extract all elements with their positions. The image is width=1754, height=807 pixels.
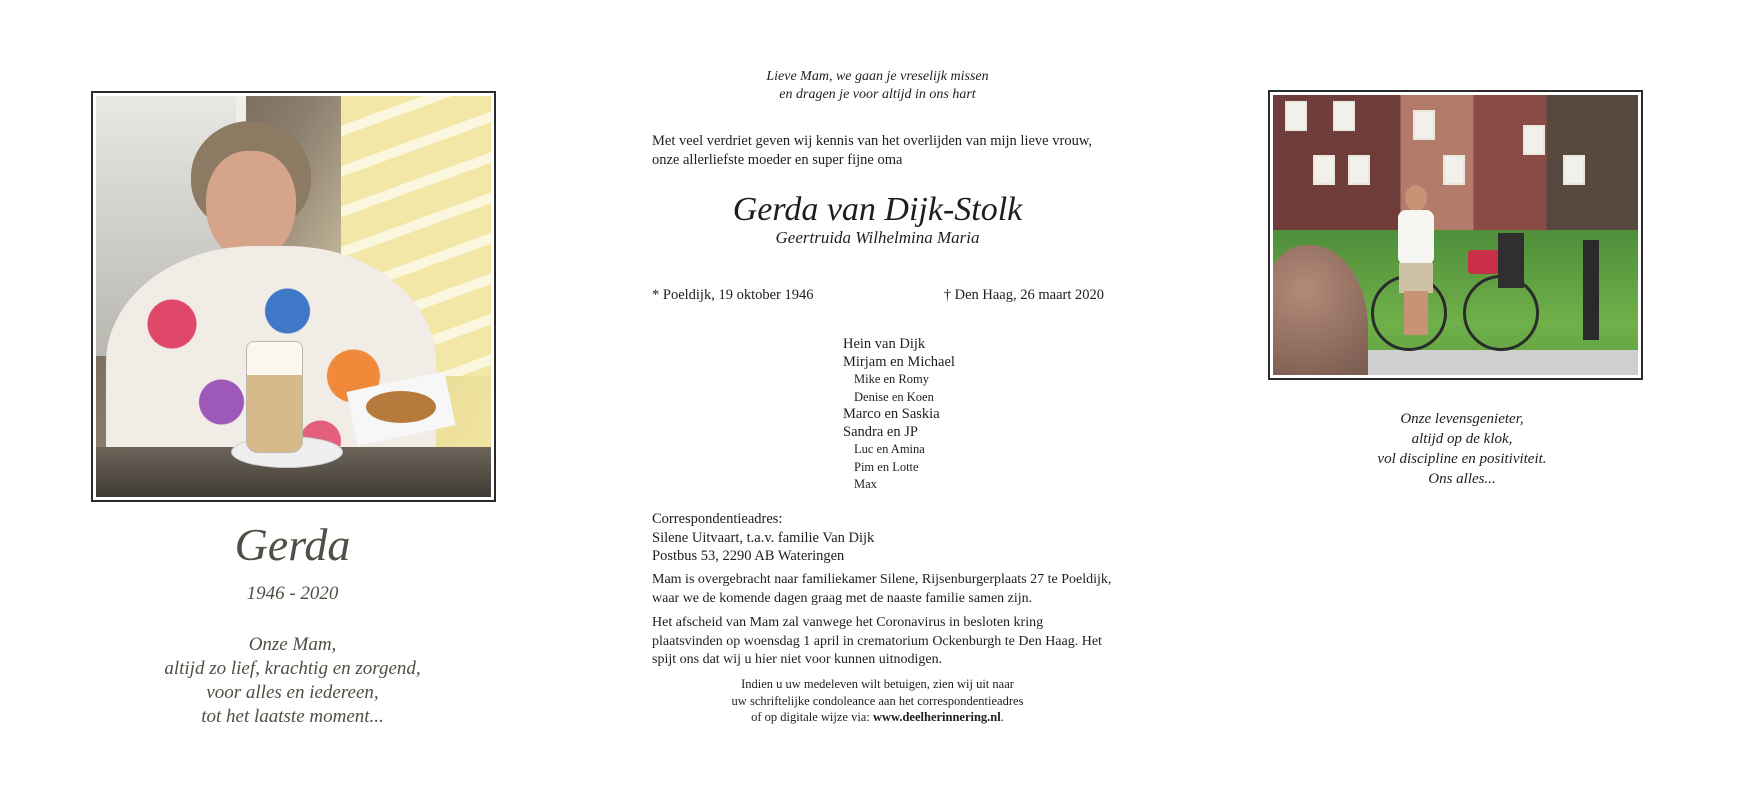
family-member: Pim en Lotte [854, 459, 919, 474]
verse-line: Ons alles... [1428, 471, 1496, 487]
left-panel [0, 0, 585, 807]
viewing-paragraph: Mam is overgebracht naar familiekamer Silene, Rijsenburgerplaats 27 te Poeldijk, waar we de komende dagen graag met de naaste familie samen zijn. [652, 572, 1112, 606]
family-member: Hein van Dijk [843, 336, 926, 352]
address-line: Silene Uitvaart, t.a.v. familie Van Dijk [652, 529, 875, 546]
family-member: Max [854, 477, 877, 491]
family-member: Mirjam en Michael [843, 353, 955, 370]
family-list [843, 336, 955, 494]
motto-line: en dragen je voor altijd in ons hart [779, 87, 976, 102]
deceased-name: Gerda van Dijk-Stolk [732, 191, 1023, 228]
left-verse [0, 633, 585, 729]
address-line: Postbus 53, 2290 AB Wateringen [652, 548, 845, 564]
farewell-paragraph: Het afscheid van Mam zal vanwege het Coronavirus in besloten kring plaatsvinden op woensdag 1 april in crematorium Ockenburgh te Den Haag. Het spijt ons dat wij u hier niet voor kunnen uitnodigen. [652, 615, 1102, 667]
condolence-line [585, 709, 1170, 726]
condolence-suffix: . [1000, 710, 1004, 724]
verse-line: tot het laatste moment... [201, 706, 384, 727]
life-dates [652, 287, 1104, 304]
given-names: Geertruida Wilhelmina Maria [775, 228, 980, 247]
family-member: Sandra en JP [843, 423, 918, 440]
verse-line: altijd op de klok, [1411, 431, 1513, 447]
verse-line: Onze Mam, [248, 634, 337, 655]
correspondence-address [652, 510, 874, 566]
intro-text: Met veel verdriet geven wij kennis van het overlijden van mijn lieve vrouw, onze allerliefste moeder en super fijne oma [652, 133, 1092, 168]
family-member: Mike en Romy [854, 372, 929, 386]
first-name-heading: Gerda [234, 519, 351, 570]
death-date: † Den Haag, 26 maart 2020 [943, 287, 1104, 303]
condolence-website-link[interactable]: www.deelherinnering.nl [872, 710, 1001, 724]
family-member: Marco en Saskia [843, 406, 940, 422]
motto [585, 68, 1170, 104]
verse-line: vol discipline en positiviteit. [1377, 451, 1547, 467]
right-verse [1170, 409, 1754, 489]
life-years: 1946 - 2020 [246, 583, 339, 604]
condolence-line: Indien u uw medeleven wilt betuigen, zien wij uit naar [741, 677, 1014, 691]
condolence-line: uw schriftelijke condoleance aan het correspondentieadres [731, 693, 1024, 708]
portrait-photo [91, 91, 496, 502]
motto-line: Lieve Mam, we gaan je vreselijk missen [766, 69, 989, 84]
family-member: Luc en Amina [854, 442, 925, 456]
verse-line: voor alles en iedereen, [206, 682, 379, 703]
verse-line: altijd zo lief, krachtig en zorgend, [164, 658, 421, 679]
right-panel [1170, 0, 1754, 807]
condolence-prefix: of op digitale wijze via: [751, 710, 873, 724]
condolence-note [585, 676, 1170, 726]
center-panel [585, 0, 1170, 807]
address-line: Correspondentieadres: [652, 511, 783, 527]
family-member: Denise en Koen [854, 389, 934, 404]
birth-date: * Poeldijk, 19 oktober 1946 [652, 287, 814, 303]
bicycle-photo [1268, 90, 1643, 380]
verse-line: Onze levensgenieter, [1400, 411, 1524, 427]
